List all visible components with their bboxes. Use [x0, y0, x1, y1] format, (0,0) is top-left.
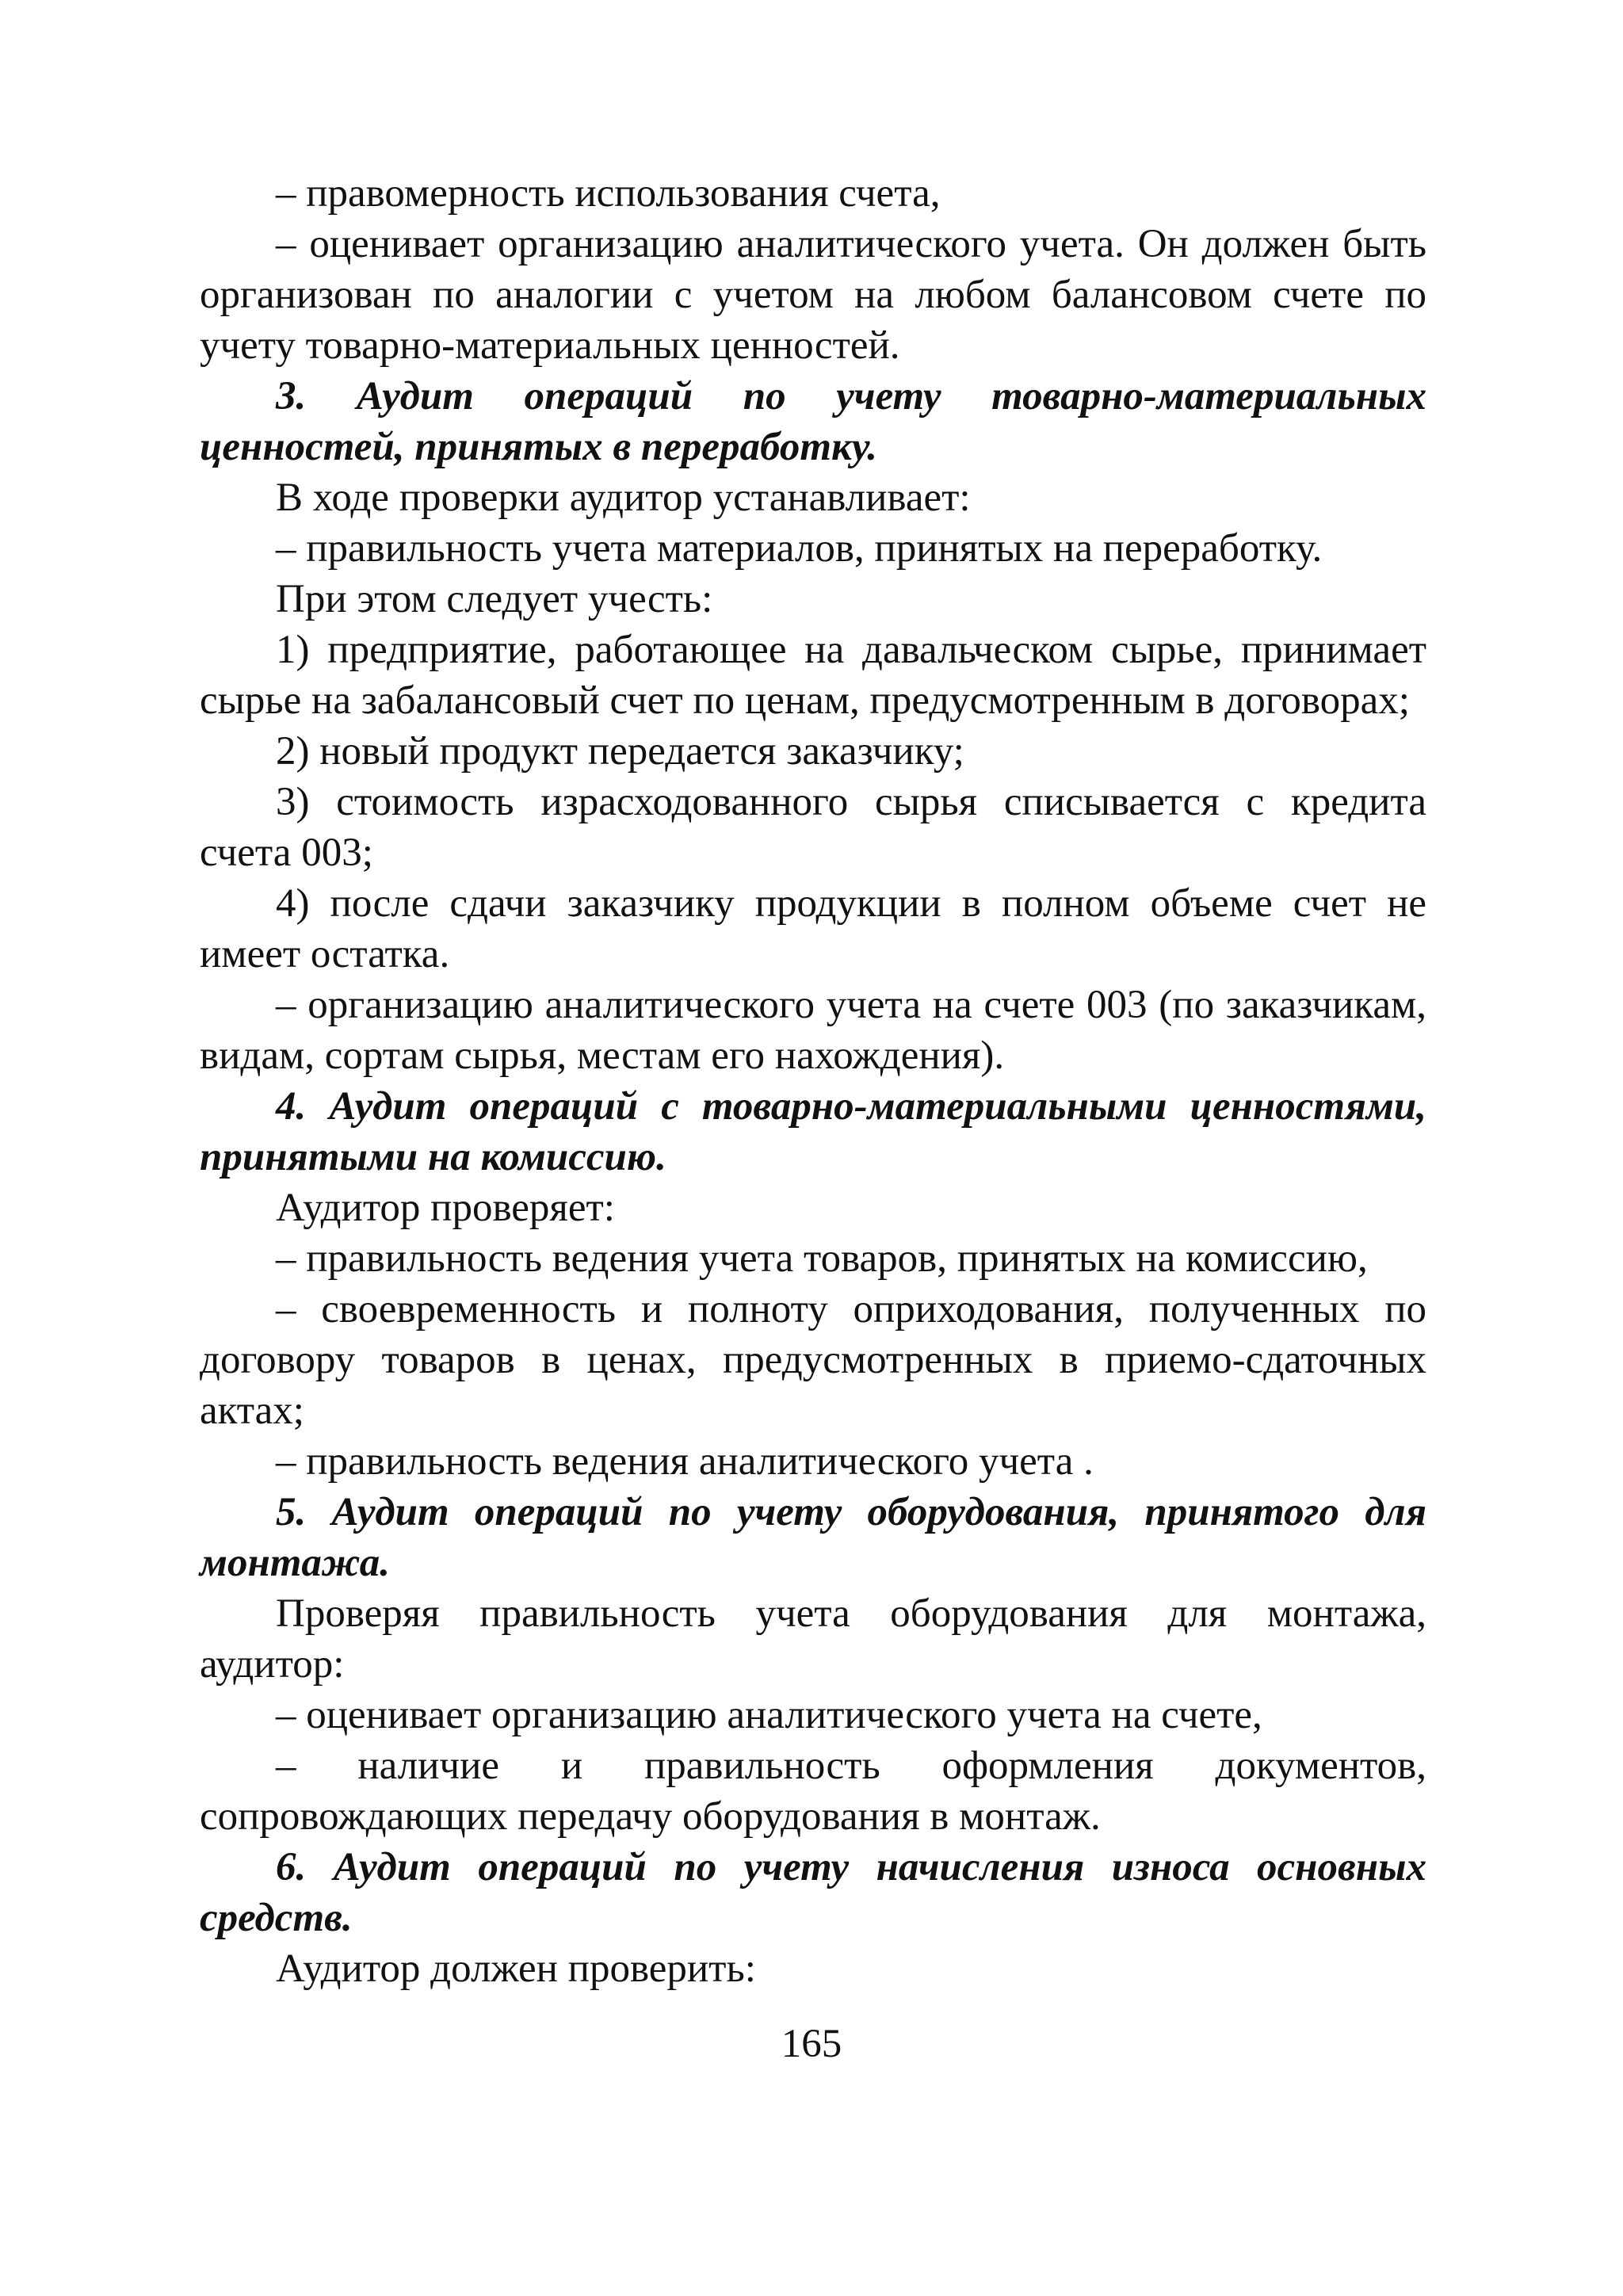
- paragraph-5: – правильность учета материалов, принятых на переработку.: [276, 526, 1323, 571]
- page-number: 165: [781, 2022, 842, 2066]
- paragraph-20: – наличие и правильность оформления документов, сопровождающих передачу оборудования в монтаж.: [200, 1744, 1426, 1839]
- paragraph-19: – оценивает организацию аналитического учета на счете,: [276, 1693, 1262, 1737]
- paragraph-10: 4) после сдачи заказчику продукции в полном объеме счет не имеет остатка.: [200, 881, 1426, 976]
- paragraph-16: – правильность ведения аналитического учета .: [276, 1439, 1094, 1484]
- paragraph-22: Аудитор должен проверить:: [276, 1946, 756, 1991]
- paragraph-2: – оценивает организацию аналитического учета. Он должен быть организован по аналогии с учетом на любом балансовом счете по учету товарно-материальных ценностей.: [200, 222, 1426, 368]
- paragraph-11: – организацию аналитического учета на счете 003 (по заказчикам, видам, сортам сырья, местам его нахождения).: [200, 983, 1426, 1078]
- paragraph-1: – правомерность использования счета,: [276, 171, 941, 216]
- paragraph-13: Аудитор проверяет:: [276, 1186, 615, 1230]
- paragraph-7: 1) предприятие, работающее на давальческом сырье, принимает сырье на забалансовый счет по ценам, предусмотренным в договорах;: [200, 628, 1426, 723]
- paragraph-14: – правильность ведения учета товаров, принятых на комиссию,: [276, 1236, 1368, 1281]
- paragraph-6: При этом следует учесть:: [276, 577, 713, 621]
- section-heading-4: 4. Аудит операций с товарно-материальными ценностями, принятыми на комиссию.: [200, 1084, 1426, 1179]
- paragraph-4: В ходе проверки аудитор устанавливает:: [276, 476, 971, 520]
- paragraph-15: – своевременность и полноту оприходования, полученных по договору товаров в ценах, предусмотренных в приемо-сдаточных актах;: [200, 1287, 1426, 1433]
- page-body: [200, 168, 1426, 1994]
- paragraph-9: 3) стоимость израсходованного сырья списывается с кредита счета 003;: [200, 780, 1426, 875]
- section-heading-6: 6. Аудит операций по учету начисления износа основных средств.: [200, 1845, 1426, 1940]
- section-heading-5: 5. Аудит операций по учету оборудования, принятого для монтажа.: [200, 1490, 1426, 1585]
- section-heading-3: 3. Аудит операций по учету товарно-материальных ценностей, принятых в переработку.: [200, 374, 1426, 469]
- paragraph-18: Проверяя правильность учета оборудования для монтажа, аудитор:: [200, 1591, 1426, 1687]
- paragraph-8: 2) новый продукт передается заказчику;: [276, 729, 964, 774]
